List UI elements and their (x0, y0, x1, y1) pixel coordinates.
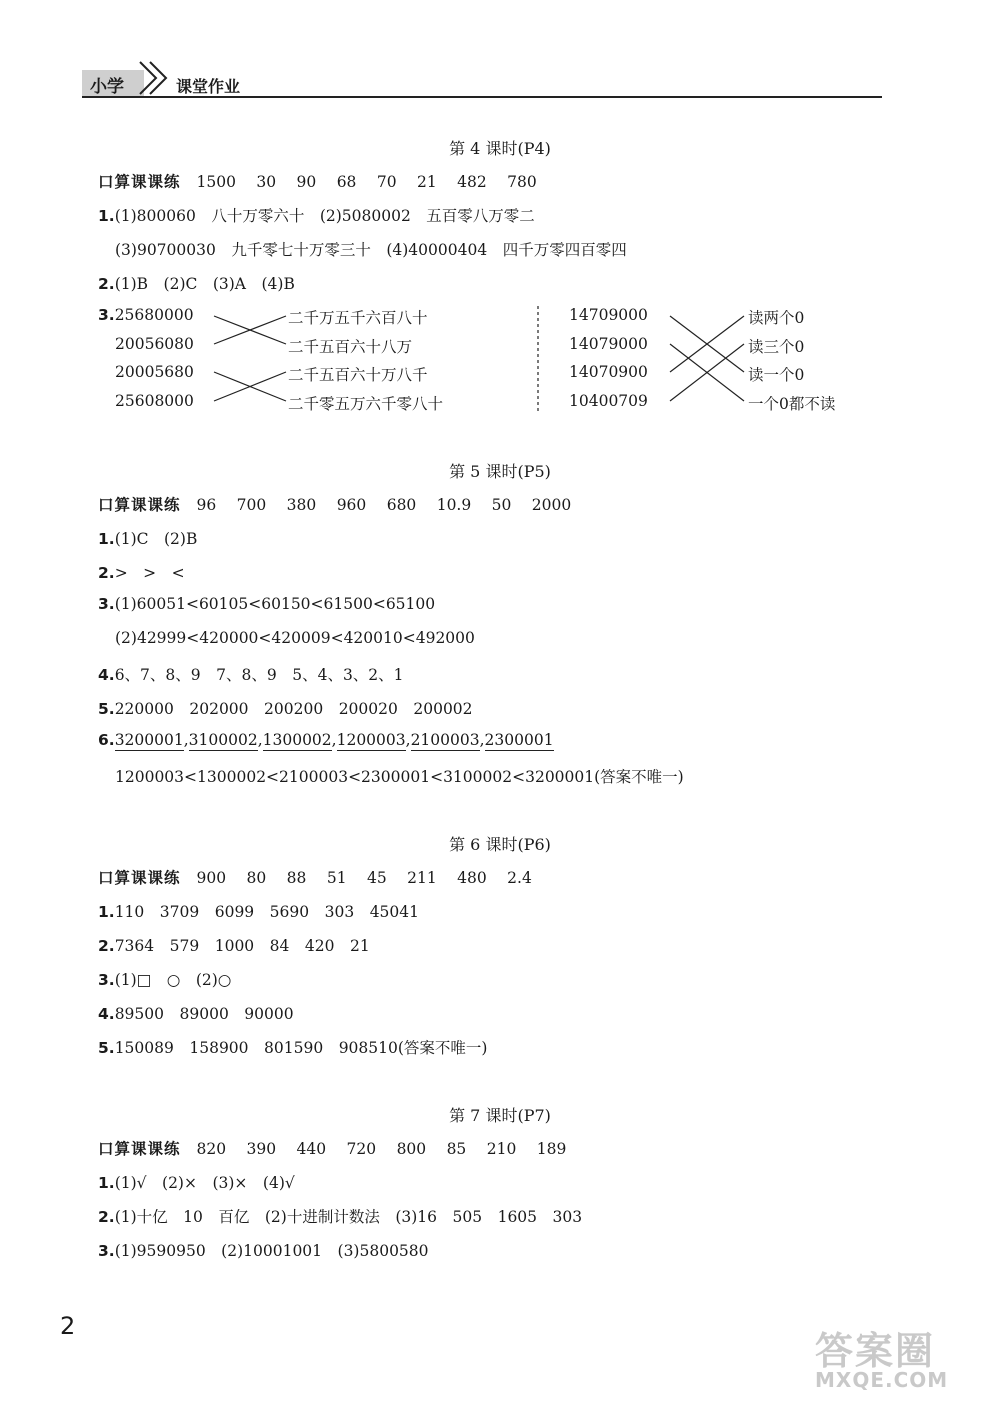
underlined-number: 3200001 (114, 731, 184, 749)
watermark-url: MXQE.COM (815, 1368, 949, 1392)
lesson-4-title: 第 4 课时(P4) (449, 139, 551, 158)
lesson-6-q5: 5.150089 158900 801590 908510(答案不唯一) (98, 1039, 488, 1057)
lesson-7-title: 第 7 课时(P7) (449, 1106, 551, 1125)
page-number: 2 (60, 1312, 76, 1340)
match-left-number-2: 20056080 (115, 335, 194, 353)
lesson-5-q4: 4.6、7、8、9 7、8、9 5、4、3、2、1 (98, 666, 404, 684)
header-title: 课堂作业 (176, 77, 241, 96)
answer-text: (1)800060 八十万零六十 (2)5080002 五百零八万零二 (114, 207, 535, 225)
match-right-word-3: 读一个0 (748, 366, 805, 384)
matching-lines (0, 0, 1000, 450)
q-number: 1. (98, 207, 115, 225)
match-right-number-2: 14079000 (569, 335, 648, 353)
match-left-word-2: 二千五百六十八万 (288, 338, 413, 356)
match-right-number-3: 14070900 (569, 363, 648, 381)
lesson-5-oral (98, 493, 571, 515)
match-left-number-3: 20005680 (115, 363, 194, 381)
match-left-word-1: 二千万五千六百八十 (288, 309, 428, 327)
lesson-6-q3: 3.(1)□ ○ (2)○ (98, 971, 232, 989)
match-left-number-1: 3.25680000 (98, 306, 194, 324)
oral-label: 口算课课练 (98, 173, 181, 191)
lesson-6-title: 第 6 课时(P6) (449, 835, 551, 854)
watermark-logo (815, 1320, 985, 1396)
lesson-5-q3-row2: (2)42999<420000<420009<420010<492000 (115, 629, 475, 647)
lesson-7-q1: 1.(1)√ (2)× (3)× (4)√ (98, 1174, 295, 1192)
oral-values: 96 700 380 960 680 10.9 50 2000 (196, 496, 572, 514)
lesson-6-oral (98, 866, 532, 888)
match-left-word-3: 二千五百六十万八千 (288, 366, 428, 384)
lesson-6-q4: 4.89500 89000 90000 (98, 1005, 294, 1023)
lesson-6-q1: 1.110 3709 6099 5690 303 45041 (98, 903, 420, 921)
underlined-number: 2100003 (410, 731, 480, 749)
match-left-word-4: 二千零五万六千零八十 (288, 395, 444, 413)
oral-values: 1500 30 90 68 70 21 482 780 (196, 173, 537, 191)
lesson-5-q5: 5.220000 202000 200200 200020 200002 (98, 700, 473, 718)
lesson-5-q6-row2: 1200003<1300002<2100003<2300001<3100002<3200001(答案不唯一) (115, 768, 684, 786)
underlined-number: 1200003 (336, 731, 406, 749)
oral-values: 820 390 440 720 800 85 210 189 (196, 1140, 567, 1158)
oral-label: 口算课课练 (98, 869, 181, 887)
lesson-5-q1: 1.(1)C (2)B (98, 530, 198, 548)
header-grade: 小学 (90, 77, 124, 97)
lesson-5-q6-row1: 6.3200001,3100002,1300002,1200003,2100003,2300001 (98, 731, 554, 749)
oral-label: 口算课课练 (98, 496, 181, 514)
lesson-4-q1-row2: (3)90700030 九千零七十万零三十 (4)40000404 四千万零四百零四 (115, 241, 627, 259)
match-right-number-1: 14709000 (569, 306, 648, 324)
lesson-5-q3-row1: 3.(1)60051<60105<60150<61500<65100 (98, 595, 436, 613)
lesson-7-oral (98, 1137, 566, 1159)
oral-values: 900 80 88 51 45 211 480 2.4 (196, 869, 532, 887)
answer-text: (1)B (2)C (3)A (4)B (114, 275, 295, 293)
lesson-5-title: 第 5 课时(P5) (449, 462, 551, 481)
oral-label: 口算课课练 (98, 1140, 181, 1158)
q-number: 2. (98, 275, 115, 293)
watermark-text: 答案圈 (815, 1329, 936, 1373)
underlined-number: 3100002 (188, 731, 258, 749)
match-right-word-4: 一个0都不读 (748, 395, 836, 413)
match-right-word-1: 读两个0 (748, 309, 805, 327)
lesson-7-q3: 3.(1)9590950 (2)10001001 (3)5800580 (98, 1242, 429, 1260)
match-right-word-2: 读三个0 (748, 338, 805, 356)
lesson-5-q2: 2.> > < (98, 564, 185, 582)
lesson-7-q2: 2.(1)十亿 10 百亿 (2)十进制计数法 (3)16 505 1605 303 (98, 1208, 583, 1226)
underlined-number: 2300001 (484, 731, 554, 749)
underlined-number: 1300002 (262, 731, 332, 749)
match-left-number-4: 25608000 (115, 392, 194, 410)
q-number: 3. (98, 306, 115, 324)
lesson-6-q2: 2.7364 579 1000 84 420 21 (98, 937, 370, 955)
match-right-number-4: 10400709 (569, 392, 648, 410)
